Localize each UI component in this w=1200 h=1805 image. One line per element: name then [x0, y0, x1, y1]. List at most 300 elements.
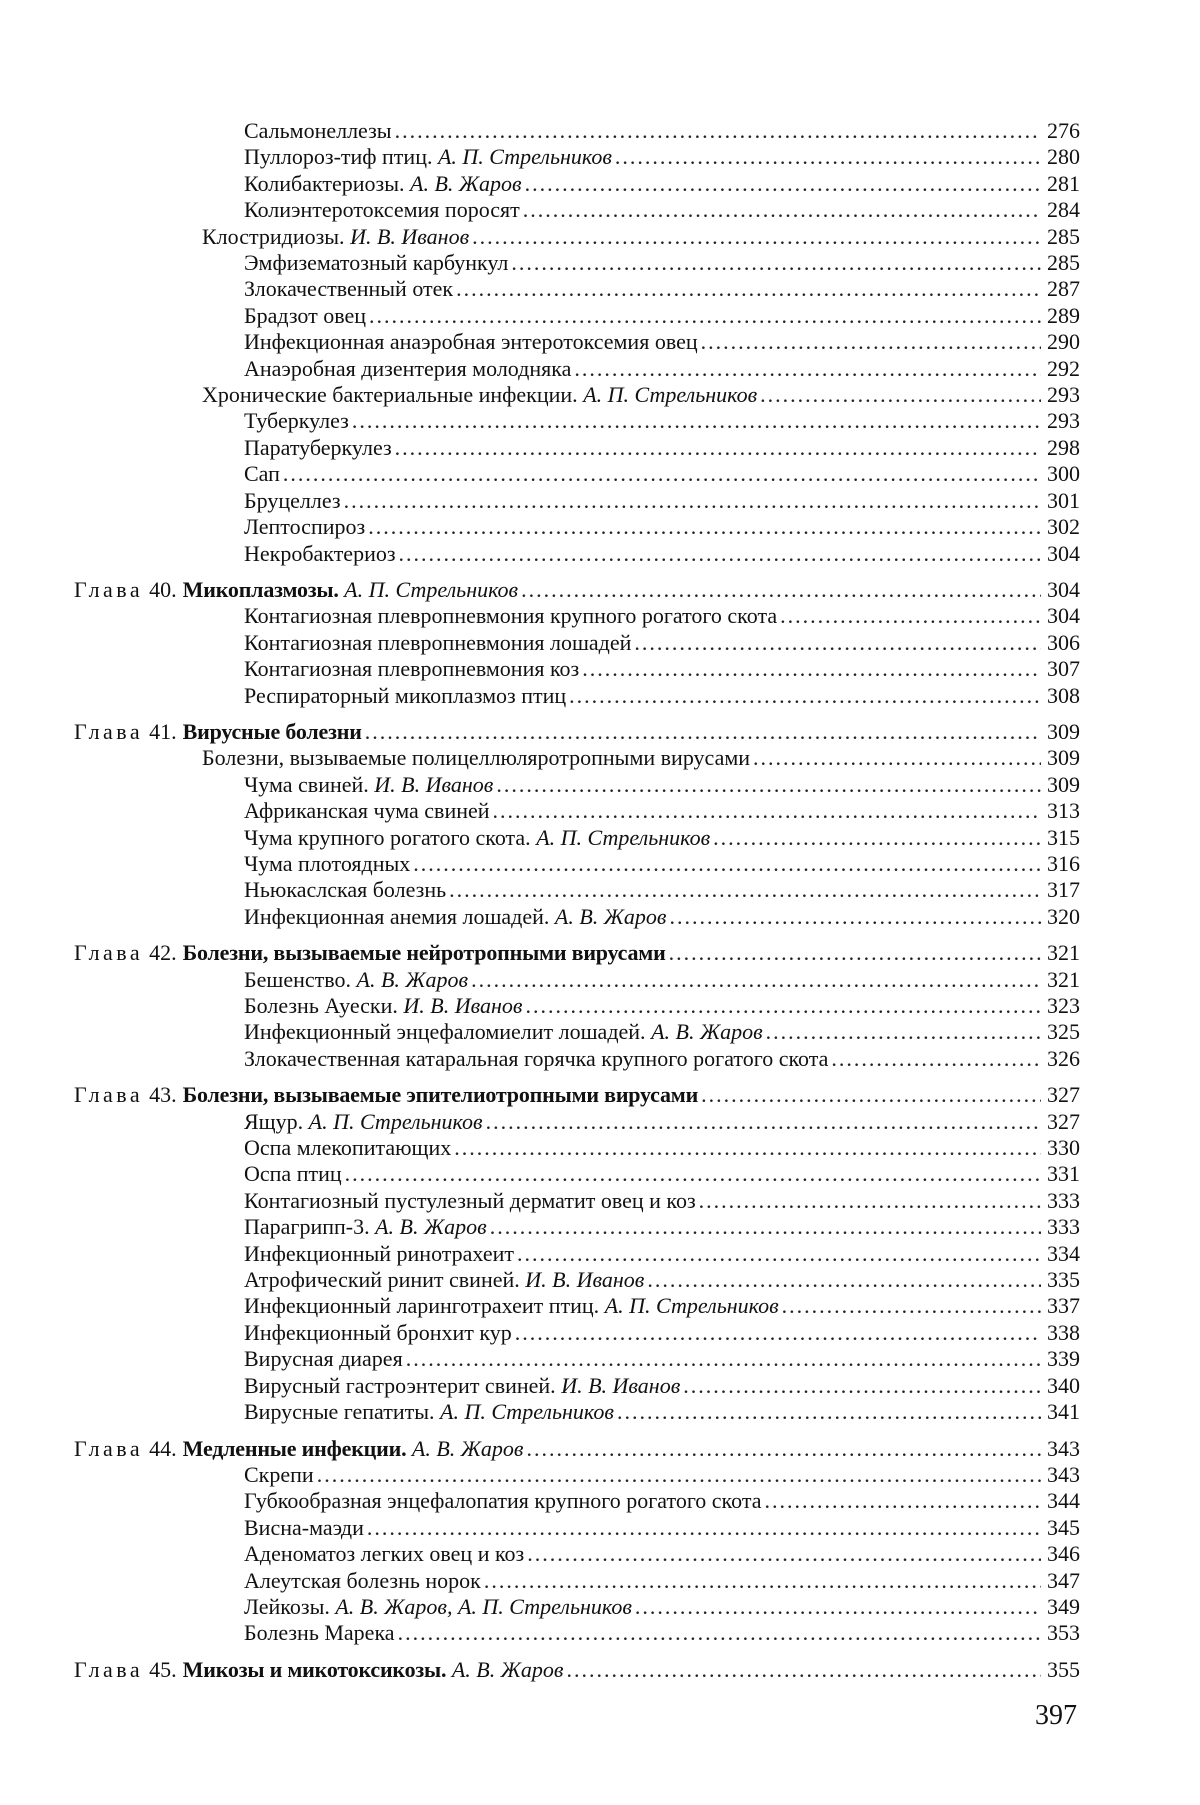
- toc-page-number: 298: [1047, 434, 1080, 460]
- toc-author: А. П. Стрельников: [440, 1399, 614, 1425]
- toc-author: И. В. Иванов: [525, 1267, 645, 1293]
- toc-entry-text: [202, 745, 750, 771]
- toc-entry-text: [244, 514, 365, 540]
- toc-title: Микозы и микотоксикозы.: [182, 1656, 447, 1682]
- toc-entry-text: [244, 1188, 696, 1214]
- toc-entry-text: [244, 630, 631, 656]
- toc-entry: [74, 171, 1080, 197]
- toc-title: Оспа млекопитающих: [244, 1135, 452, 1161]
- dot-leader: [496, 772, 1041, 798]
- toc-entry: [74, 329, 1080, 355]
- toc-page-number: 340: [1047, 1372, 1080, 1398]
- toc-chapter: [74, 940, 1080, 966]
- toc-title: Африканская чума свиней: [244, 798, 490, 824]
- dot-leader: [569, 683, 1041, 709]
- toc-title: Инфекционный энцефаломиелит лошадей.: [244, 1019, 646, 1045]
- toc-entry: [74, 514, 1080, 540]
- toc-title: Вирусная диарея: [244, 1346, 403, 1372]
- dot-leader: [395, 435, 1041, 461]
- toc-entry-text: [244, 461, 280, 487]
- toc-author: А. В. Жаров: [451, 1656, 564, 1682]
- toc-entry-text: [244, 488, 341, 514]
- toc-entry: [74, 356, 1080, 382]
- dot-leader: [582, 656, 1041, 682]
- toc-page-number: 308: [1047, 682, 1080, 708]
- toc-title: Микоплазмозы.: [182, 576, 339, 602]
- toc-title: Оспа птиц: [244, 1161, 342, 1187]
- toc-author: А. В. Жаров: [410, 170, 522, 196]
- toc-title: Инфекционный ринотрахеит: [244, 1240, 515, 1266]
- toc-entry: [74, 1515, 1080, 1541]
- toc-title: Атрофический ринит свиней.: [244, 1267, 520, 1293]
- toc-page-number: 292: [1047, 355, 1080, 381]
- dot-leader: [317, 1462, 1041, 1488]
- chapter-label: Глава: [74, 1435, 144, 1461]
- toc-author: А. П. Стрельников: [344, 576, 519, 602]
- toc-title: Болезни, вызываемые полицеллюляротропными вирусами: [202, 745, 751, 771]
- toc-title: Аденоматоз легких овец и коз: [244, 1541, 525, 1567]
- toc-title: Злокачественная катаральная горячка крупного рогатого скота: [244, 1045, 829, 1071]
- toc-title: Анаэробная дизентерия молодняка: [244, 355, 572, 381]
- toc-page-number: 338: [1047, 1319, 1080, 1345]
- toc-entry-text: [244, 1620, 395, 1646]
- toc-title: Туберкулез: [244, 408, 349, 434]
- toc-page-number: 321: [1047, 940, 1080, 966]
- dot-leader: [486, 1109, 1041, 1135]
- toc-entry-text: [244, 1373, 680, 1399]
- dot-leader: [574, 356, 1041, 382]
- toc-entry-text: [244, 1320, 512, 1346]
- toc-entry-text: [74, 1082, 698, 1108]
- toc-page-number: 309: [1047, 745, 1080, 771]
- chapter-number: 40.: [149, 576, 177, 602]
- toc-entry-text: [244, 303, 366, 329]
- toc-title: Губкообразная энцефалопатия крупного рогатого скота: [244, 1488, 762, 1514]
- toc-entry: [74, 1135, 1080, 1161]
- toc-entry: [74, 541, 1080, 567]
- toc-page-number: 343: [1047, 1435, 1080, 1461]
- toc-entry-text: [244, 798, 490, 824]
- dot-leader: [523, 197, 1041, 223]
- toc-entry-text: [244, 772, 493, 798]
- dot-leader: [395, 118, 1041, 144]
- dot-leader: [490, 1214, 1041, 1240]
- toc-page-number: 327: [1047, 1108, 1080, 1134]
- toc-entry: [74, 250, 1080, 276]
- dot-leader: [352, 408, 1041, 434]
- dot-leader: [517, 1241, 1041, 1267]
- dot-leader: [635, 1594, 1041, 1620]
- toc-entry: [74, 1373, 1080, 1399]
- toc-page-number: 349: [1047, 1593, 1080, 1619]
- chapter-label: Глава: [74, 940, 144, 966]
- toc-title: Брадзот овец: [244, 302, 367, 328]
- dot-leader: [456, 276, 1041, 302]
- toc-page-number: 334: [1047, 1240, 1080, 1266]
- dot-leader: [780, 603, 1041, 629]
- dot-leader: [566, 1657, 1041, 1683]
- toc-entry: [74, 1399, 1080, 1425]
- toc-title: Контагиозная плевропневмония крупного рогатого скота: [244, 603, 778, 629]
- toc-author: А. В. Жаров: [554, 903, 667, 929]
- dot-leader: [413, 851, 1041, 877]
- toc-page-number: 309: [1047, 771, 1080, 797]
- toc-title: Контагиозный пустулезный дерматит овец и коз: [244, 1187, 696, 1213]
- toc-entry: [74, 1109, 1080, 1135]
- toc-page-number: 302: [1047, 514, 1080, 540]
- toc-title: Инфекционная анемия лошадей.: [244, 903, 550, 929]
- toc-entry-text: [244, 1241, 514, 1267]
- toc-page-number: 330: [1047, 1135, 1080, 1161]
- toc-page-number: 306: [1047, 629, 1080, 655]
- toc-author: И. В. Иванов: [350, 223, 470, 249]
- toc-entry: [74, 461, 1080, 487]
- toc-entry: [74, 144, 1080, 170]
- page-number: 397: [1035, 1700, 1077, 1731]
- chapter-number: 44.: [149, 1435, 177, 1461]
- toc-page-number: 316: [1047, 850, 1080, 876]
- toc-entry-text: [244, 144, 612, 170]
- dot-leader: [634, 630, 1041, 656]
- dot-leader: [484, 1568, 1041, 1594]
- toc-entry: [74, 1620, 1080, 1646]
- toc-title: Ньюкаслская болезнь: [244, 877, 447, 903]
- toc-entry: [74, 118, 1080, 144]
- toc-entry: [74, 1462, 1080, 1488]
- dot-leader: [782, 1293, 1041, 1319]
- dot-leader: [515, 1320, 1041, 1346]
- toc-entry-text: [244, 1046, 828, 1072]
- dot-leader: [766, 1019, 1041, 1045]
- toc-title: Парагрипп-3.: [244, 1214, 370, 1240]
- toc-section: [74, 382, 1080, 408]
- toc-page-number: 290: [1047, 329, 1080, 355]
- toc-author: А. П. Стрельников: [437, 144, 612, 170]
- toc-entry: [74, 993, 1080, 1019]
- toc-chapter: [74, 1082, 1080, 1108]
- toc-author: И. В. Иванов: [374, 771, 494, 797]
- chapter-number: 45.: [149, 1656, 177, 1682]
- toc-title: Висна-маэди: [244, 1514, 364, 1540]
- dot-leader: [449, 877, 1041, 903]
- toc-author: А. В. Жаров: [411, 1435, 524, 1461]
- toc-chapter: [74, 577, 1080, 603]
- toc-page-number: 323: [1047, 993, 1080, 1018]
- dot-leader: [760, 382, 1041, 408]
- dot-leader: [617, 1399, 1041, 1425]
- dot-leader: [398, 1620, 1041, 1646]
- toc-title: Лептоспироз: [244, 514, 366, 540]
- dot-leader: [669, 940, 1041, 966]
- toc-entry: [74, 1568, 1080, 1594]
- dot-leader: [399, 541, 1041, 567]
- toc-entry: [74, 798, 1080, 824]
- dot-leader: [472, 224, 1041, 250]
- toc-entry: [74, 851, 1080, 877]
- dot-leader: [367, 1515, 1041, 1541]
- dot-leader: [527, 1541, 1041, 1567]
- toc-page-number: 337: [1047, 1293, 1080, 1319]
- toc-entry-text: [244, 967, 468, 993]
- toc-entry-text: [244, 1135, 451, 1161]
- toc-entry: [74, 1214, 1080, 1240]
- toc-page-number: 304: [1047, 576, 1080, 602]
- toc-entry-text: [244, 118, 392, 144]
- toc-page-number: 341: [1047, 1399, 1080, 1425]
- chapter-number: 41.: [149, 718, 177, 744]
- toc-page-number: 315: [1047, 824, 1080, 850]
- dot-leader: [647, 1267, 1041, 1293]
- toc-title: Эмфизематозный карбункул: [244, 250, 509, 276]
- dot-leader: [454, 1135, 1041, 1161]
- toc-page-number: 317: [1047, 877, 1080, 903]
- toc-entry-text: [244, 603, 777, 629]
- toc-entry-text: [244, 851, 410, 877]
- toc-entry-text: [244, 1399, 614, 1425]
- toc-title: Контагиозная плевропневмония коз: [244, 656, 580, 682]
- toc-author: И. В. Иванов: [403, 993, 523, 1018]
- toc-page-number: 307: [1047, 656, 1080, 682]
- toc-title: Болезнь Марека: [244, 1620, 395, 1646]
- toc-author: А. П. Стрельников: [604, 1293, 779, 1319]
- toc-title: Колибактериозы.: [244, 170, 405, 196]
- dot-leader: [701, 329, 1041, 355]
- dot-leader: [699, 1188, 1041, 1214]
- dot-leader: [753, 745, 1041, 771]
- toc-entry: [74, 825, 1080, 851]
- toc-entry-text: [244, 1515, 364, 1541]
- toc-entry-text: [244, 877, 446, 903]
- toc-page-number: 326: [1047, 1045, 1080, 1071]
- toc-entry: [74, 276, 1080, 302]
- toc-author: А. В. Жаров: [375, 1214, 487, 1240]
- dot-leader: [368, 514, 1041, 540]
- toc-page-number: 331: [1047, 1161, 1080, 1187]
- dot-leader: [701, 1082, 1041, 1108]
- chapter-label: Глава: [74, 1082, 144, 1108]
- dot-leader: [369, 303, 1041, 329]
- toc-page-number: 284: [1047, 197, 1080, 223]
- toc-entry: [74, 1594, 1080, 1620]
- dot-leader: [764, 1488, 1041, 1514]
- toc-entry-text: [244, 1541, 524, 1567]
- toc-entry-text: [244, 683, 566, 709]
- dot-leader: [471, 967, 1041, 993]
- toc-entry: [74, 656, 1080, 682]
- toc-entry-text: [244, 541, 396, 567]
- toc-entry: [74, 303, 1080, 329]
- toc-entry: [74, 408, 1080, 434]
- dot-leader: [527, 1436, 1042, 1462]
- toc-author: А. П. Стрельников: [583, 382, 758, 408]
- dot-leader: [345, 1161, 1041, 1187]
- toc-page-number: 300: [1047, 461, 1080, 487]
- toc-entry-text: [244, 825, 710, 851]
- toc-author: А. П. Стрельников: [536, 824, 711, 850]
- dot-leader: [713, 825, 1041, 851]
- toc-page-number: 339: [1047, 1346, 1080, 1372]
- toc-page-number: 345: [1047, 1514, 1080, 1540]
- toc-page-number: 327: [1047, 1082, 1080, 1108]
- toc-author: А. В. Жаров: [356, 966, 469, 992]
- toc-page-number: 293: [1047, 382, 1080, 408]
- toc-entry-text: [244, 250, 508, 276]
- toc-entry: [74, 1046, 1080, 1072]
- toc-title: Болезни, вызываемые нейротропными вирусами: [182, 940, 666, 966]
- toc-entry-text: [244, 171, 522, 197]
- toc-title: Клостридиозы.: [202, 223, 345, 249]
- dot-leader: [615, 144, 1041, 170]
- toc-entry-text: [244, 329, 698, 355]
- toc-page-number: 333: [1047, 1214, 1080, 1240]
- dot-leader: [365, 719, 1041, 745]
- dot-leader: [283, 461, 1041, 487]
- toc-entry-text: [244, 1214, 487, 1240]
- chapter-label: Глава: [74, 1656, 144, 1682]
- toc-page-number: 309: [1047, 718, 1080, 744]
- toc-entry: [74, 683, 1080, 709]
- toc-page-number: 289: [1047, 302, 1080, 328]
- toc-title: Алеутская болезнь норок: [244, 1567, 481, 1593]
- toc-title: Пуллороз-тиф птиц.: [244, 144, 433, 170]
- toc-entry-text: [244, 197, 520, 223]
- toc-page-number: 347: [1047, 1567, 1080, 1593]
- table-of-contents: [74, 118, 1080, 1683]
- toc-page-number: 320: [1047, 903, 1080, 929]
- dot-leader: [406, 1346, 1041, 1372]
- chapter-label: Глава: [74, 576, 144, 602]
- dot-leader: [344, 488, 1041, 514]
- toc-title: Инфекционная анаэробная энтеротоксемия овец: [244, 329, 698, 355]
- chapter-number: 42.: [149, 940, 177, 966]
- toc-entry: [74, 772, 1080, 798]
- toc-page-number: 287: [1047, 276, 1080, 302]
- toc-title: Инфекционный ларинготрахеит птиц.: [244, 1293, 600, 1319]
- toc-entry: [74, 967, 1080, 993]
- toc-title: Ящур.: [244, 1108, 304, 1134]
- toc-title: Колиэнтеротоксемия поросят: [244, 197, 520, 223]
- toc-title: Чума свиней.: [244, 771, 369, 797]
- toc-entry: [74, 1541, 1080, 1567]
- toc-title: Медленные инфекции.: [182, 1435, 407, 1461]
- toc-entry: [74, 197, 1080, 223]
- toc-entry-text: [244, 656, 579, 682]
- toc-entry-text: [244, 1488, 761, 1514]
- toc-entry-text: [244, 1568, 481, 1594]
- toc-title: Инфекционный бронхит кур: [244, 1319, 512, 1345]
- toc-entry-text: [74, 1436, 524, 1462]
- toc-entry: [74, 1267, 1080, 1293]
- toc-title: Бешенство.: [244, 966, 351, 992]
- dot-leader: [683, 1373, 1041, 1399]
- toc-chapter: [74, 1436, 1080, 1462]
- toc-chapter: [74, 1657, 1080, 1683]
- toc-page-number: 304: [1047, 603, 1080, 629]
- toc-page-number: 321: [1047, 966, 1080, 992]
- toc-page-number: 335: [1047, 1267, 1080, 1293]
- toc-page-number: 285: [1047, 223, 1080, 249]
- toc-section: [74, 224, 1080, 250]
- toc-entry-text: [202, 224, 469, 250]
- toc-page-number: 355: [1047, 1656, 1080, 1682]
- toc-title: Болезни, вызываемые эпителиотропными вирусами: [182, 1082, 699, 1108]
- toc-author: А. В. Жаров, А. П. Стрельников: [335, 1593, 632, 1619]
- toc-entry-text: [244, 435, 392, 461]
- toc-title: Болезнь Ауески.: [244, 993, 398, 1018]
- toc-entry: [74, 1019, 1080, 1045]
- toc-entry-text: [244, 1109, 483, 1135]
- toc-entry: [74, 603, 1080, 629]
- toc-title: Чума плотоядных: [244, 850, 411, 876]
- toc-entry: [74, 1320, 1080, 1346]
- toc-entry: [74, 1293, 1080, 1319]
- toc-entry-text: [244, 993, 522, 1019]
- toc-page-number: 280: [1047, 144, 1080, 170]
- toc-title: Респираторный микоплазмоз птиц: [244, 682, 567, 708]
- toc-entry-text: [244, 276, 453, 302]
- toc-entry-text: [244, 1161, 342, 1187]
- toc-entry-text: [74, 1657, 563, 1683]
- toc-title: Скрепи: [244, 1461, 314, 1487]
- dot-leader: [831, 1046, 1041, 1072]
- dot-leader: [525, 993, 1041, 1019]
- toc-entry: [74, 630, 1080, 656]
- chapter-number: 43.: [149, 1082, 177, 1108]
- toc-entry: [74, 877, 1080, 903]
- toc-entry: [74, 488, 1080, 514]
- toc-page-number: 353: [1047, 1620, 1080, 1646]
- toc-title: Сальмонеллезы: [244, 118, 392, 143]
- toc-title: Чума крупного рогатого скота.: [244, 824, 531, 850]
- toc-title: Паратуберкулез: [244, 434, 392, 460]
- toc-entry-text: [74, 940, 666, 966]
- toc-entry: [74, 435, 1080, 461]
- toc-title: Бруцеллез: [244, 487, 341, 513]
- toc-page-number: 276: [1047, 118, 1080, 143]
- toc-entry-text: [202, 382, 757, 408]
- toc-entry-text: [244, 356, 571, 382]
- toc-section: [74, 745, 1080, 771]
- toc-author: И. В. Иванов: [561, 1372, 681, 1398]
- toc-entry: [74, 1346, 1080, 1372]
- toc-title: Вирусный гастроэнтерит свиней.: [244, 1372, 556, 1398]
- toc-page-number: 304: [1047, 540, 1080, 566]
- toc-entry: [74, 904, 1080, 930]
- toc-entry-text: [244, 1346, 403, 1372]
- toc-chapter: [74, 719, 1080, 745]
- toc-entry-text: [244, 408, 349, 434]
- toc-page-number: 325: [1047, 1019, 1080, 1045]
- toc-page-number: 313: [1047, 798, 1080, 824]
- chapter-label: Глава: [74, 718, 144, 744]
- toc-entry-text: [244, 1293, 779, 1319]
- toc-page-number: 346: [1047, 1541, 1080, 1567]
- toc-entry: [74, 1241, 1080, 1267]
- toc-title: Вирусные гепатиты.: [244, 1399, 435, 1425]
- toc-entry-text: [244, 1267, 644, 1293]
- toc-page-number: 281: [1047, 170, 1080, 196]
- toc-entry-text: [74, 719, 362, 745]
- toc-title: Злокачественный отек: [244, 276, 454, 302]
- toc-title: Лейкозы.: [244, 1593, 330, 1619]
- toc-entry-text: [244, 1462, 314, 1488]
- toc-page-number: 301: [1047, 487, 1080, 513]
- toc-entry-text: [74, 577, 518, 603]
- toc-title: Контагиозная плевропневмония лошадей: [244, 629, 632, 655]
- toc-title: Вирусные болезни: [182, 718, 362, 744]
- toc-page-number: 285: [1047, 250, 1080, 276]
- toc-page-number: 344: [1047, 1488, 1080, 1514]
